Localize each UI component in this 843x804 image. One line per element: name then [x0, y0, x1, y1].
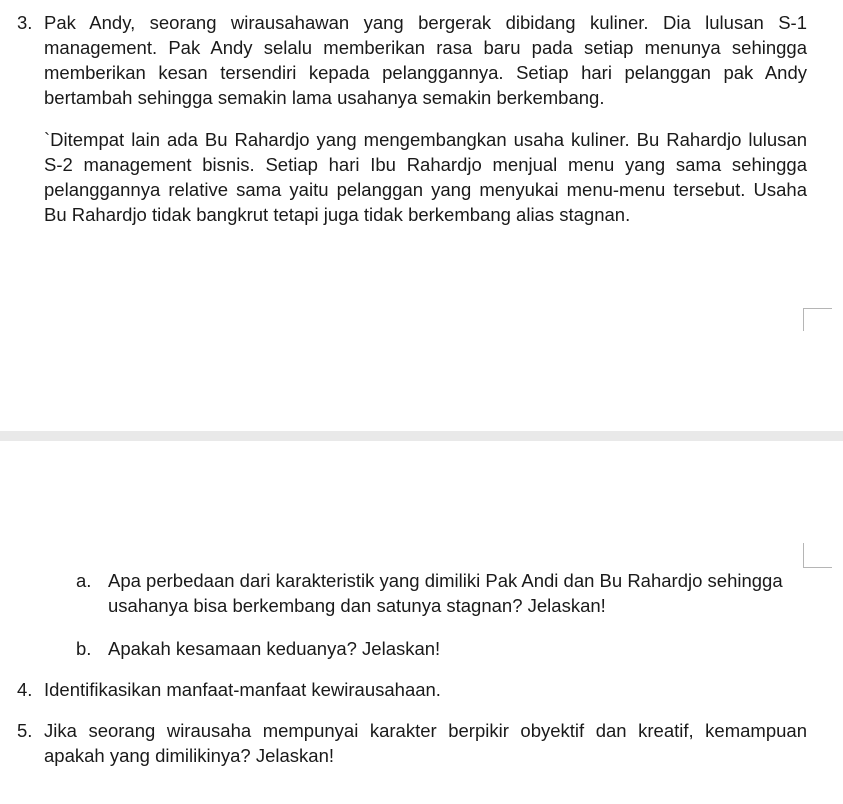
question-5-number: 5. — [17, 720, 33, 741]
question-3 — [17, 10, 807, 227]
question-3-paragraph-1: Pak Andy, seorang wirausahawan yang bergerak dibidang kuliner. Dia lulusan S-1 management. Pak Andy selalu memberikan rasa baru pada setiap menunya sehingga memberikan kesan tersendiri kepada pelanggannya. Setiap hari pelanggan pak Andy bertambah sehingga semakin lama usahanya semakin berkembang. — [44, 12, 807, 108]
question-5-text: Jika seorang wirausaha mempunyai karakter berpikir obyektif dan kreatif, kemampuan apakah yang dimilikinya? Jelaskan! — [44, 720, 807, 766]
sub-a-label: a. — [76, 570, 92, 591]
page-margin-corner-mark-top — [803, 308, 832, 331]
question-3-number: 3. — [17, 12, 33, 33]
question-4-text: Identifikasikan manfaat-manfaat kewirausahaan. — [44, 679, 441, 700]
question-4-number: 4. — [17, 679, 33, 700]
sub-a-text: Apa perbedaan dari karakteristik yang dimiliki Pak Andi dan Bu Rahardjo sehingga usahanya bisa berkembang dan satunya stagnan? Jelaskan! — [108, 570, 783, 616]
page-break-gap — [0, 431, 843, 441]
question-4 — [17, 677, 807, 702]
question-3-sub-b — [76, 636, 807, 661]
page-margin-corner-mark-bottom — [803, 543, 832, 568]
sub-b-label: b. — [76, 638, 92, 659]
question-5 — [17, 718, 807, 768]
question-3-paragraph-2: `Ditempat lain ada Bu Rahardjo yang mengembangkan usaha kuliner. Bu Rahardjo lulusan S-2 management bisnis. Setiap hari Ibu Rahardjo menjual menu yang sama sehingga pelanggannya relative sama yaitu pelanggan yang menyukai menu-menu tersebut. Usaha Bu Rahardjo tidak bangkrut tetapi juga tidak berkembang alias stagnan. — [44, 129, 807, 225]
question-3-sub-a — [76, 568, 807, 618]
sub-b-text: Apakah kesamaan keduanya? Jelaskan! — [108, 638, 441, 659]
